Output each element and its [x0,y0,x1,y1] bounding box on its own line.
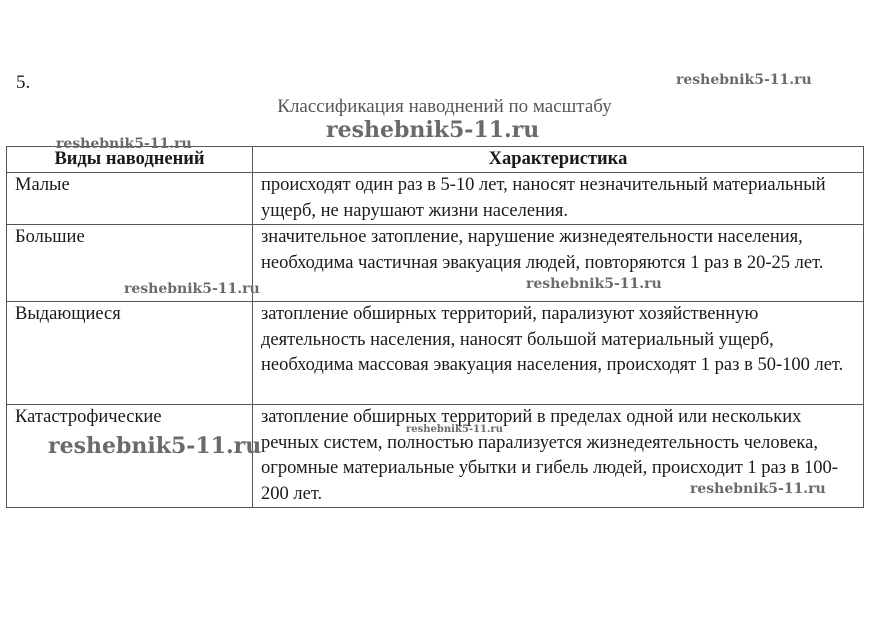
watermark: reshebnik5-11.ru [56,136,192,152]
flood-classification-table [6,146,864,508]
header-flood-types: Виды наводнений [7,147,253,173]
flood-description-cell: происходят один раз в 5-10 лет, наносят незначительный материальный ущерб, не нарушают жизни населения. [253,173,864,225]
flood-description-cell: затопление обширных территорий в пределах одной или нескольких речных систем, полностью парализуется жизнедеятельность человека, огромные материальные убытки и гибель людей, происходит 1 раз в 100-200 лет. [253,405,864,508]
watermark: reshebnik5-11.ru [690,481,826,497]
flood-type-cell: Большие [7,225,253,302]
watermark: reshebnik5-11.ru [124,281,260,297]
task-number: 5. [16,72,31,93]
flood-type-cell: Катастрофические [7,405,253,508]
flood-type-cell: Выдающиеся [7,302,253,405]
watermark: reshebnik5-11.ru [526,276,662,292]
flood-description-cell: затопление обширных территорий, парализуют хозяйственную деятельность населения, наносят большой материальный ущерб, необходима массовая эвакуация населения, происходят 1 раз в 50-100 лет. [253,302,864,405]
watermark: reshebnik5-11.ru [326,117,540,143]
table-row [7,173,864,225]
watermark: reshebnik5-11.ru [48,433,262,459]
table-header-row [7,147,864,173]
table-caption: Классификация наводнений по масштабу [277,96,612,117]
table-row [7,302,864,405]
watermark: reshebnik5-11.ru [676,72,812,88]
table-row [7,405,864,508]
table-row [7,225,864,302]
flood-type-cell: Малые [7,173,253,225]
header-characteristic: Характеристика [253,147,864,173]
watermark: reshebnik5-11.ru [406,424,503,435]
flood-description-cell: значительное затопление, нарушение жизнедеятельности населения, необходима частичная эвакуация людей, повторяются 1 раз в 20-25 лет. [253,225,864,302]
